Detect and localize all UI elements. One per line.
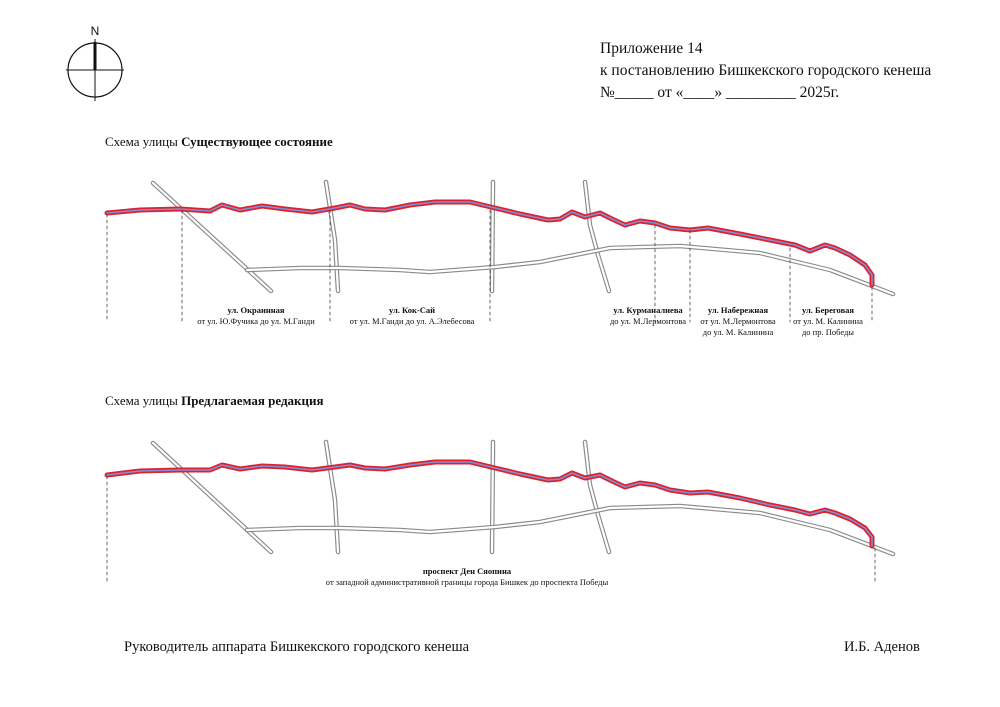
appendix-line-1: Приложение 14 xyxy=(600,40,703,57)
proposed-cross-street-4 xyxy=(585,442,609,552)
proposed-title-prefix: Схема улицы xyxy=(105,393,182,408)
segment-desc: от западной административной границы города Бишкек до проспекта Победы xyxy=(325,577,609,587)
segment-name: проспект Ден Сяопина xyxy=(422,566,512,576)
segment-name: ул. Окраинная xyxy=(227,305,285,315)
proposed-segment-label xyxy=(326,566,608,588)
appendix-line-3: №_____ от «____» _________ 2025г. xyxy=(600,84,840,101)
segment-desc: до ул. М. Калинина xyxy=(702,327,774,337)
footer-position: Руководитель аппарата Бишкекского городского кенеша xyxy=(124,639,470,655)
existing-title-prefix: Схема улицы xyxy=(105,134,182,149)
segment-name: ул. Набережная xyxy=(707,305,769,315)
segment-desc: от ул. Ю.Фучика до ул. М.Ганди xyxy=(197,316,315,326)
proposed-cross-streets xyxy=(153,442,609,552)
footer-signatory: И.Б. Аденов xyxy=(844,639,920,655)
segment-desc: до ул. М.Лермонтова xyxy=(609,316,687,326)
appendix-line-2: к постановлению Бишкекского городского кенеша xyxy=(600,62,932,79)
proposed-title-bold: Предлагаемая редакция xyxy=(181,393,324,408)
segment-name: ул. Кок-Сай xyxy=(388,305,436,315)
segment-desc: от ул. М.Ганди до ул. А.Элебесова xyxy=(349,316,475,326)
segment-desc: от ул. М.Лермонтова xyxy=(700,316,776,326)
segment-desc: от ул. М. Калинина xyxy=(793,316,863,326)
segment-name: ул. Курманалиева xyxy=(613,305,683,315)
north-label: N xyxy=(90,24,100,38)
segment-desc: до пр. Победы xyxy=(801,327,855,337)
existing-title-bold: Существующее состояние xyxy=(181,134,333,149)
proposed-lower-road xyxy=(247,506,893,554)
segment-name: ул. Береговая xyxy=(801,305,855,315)
